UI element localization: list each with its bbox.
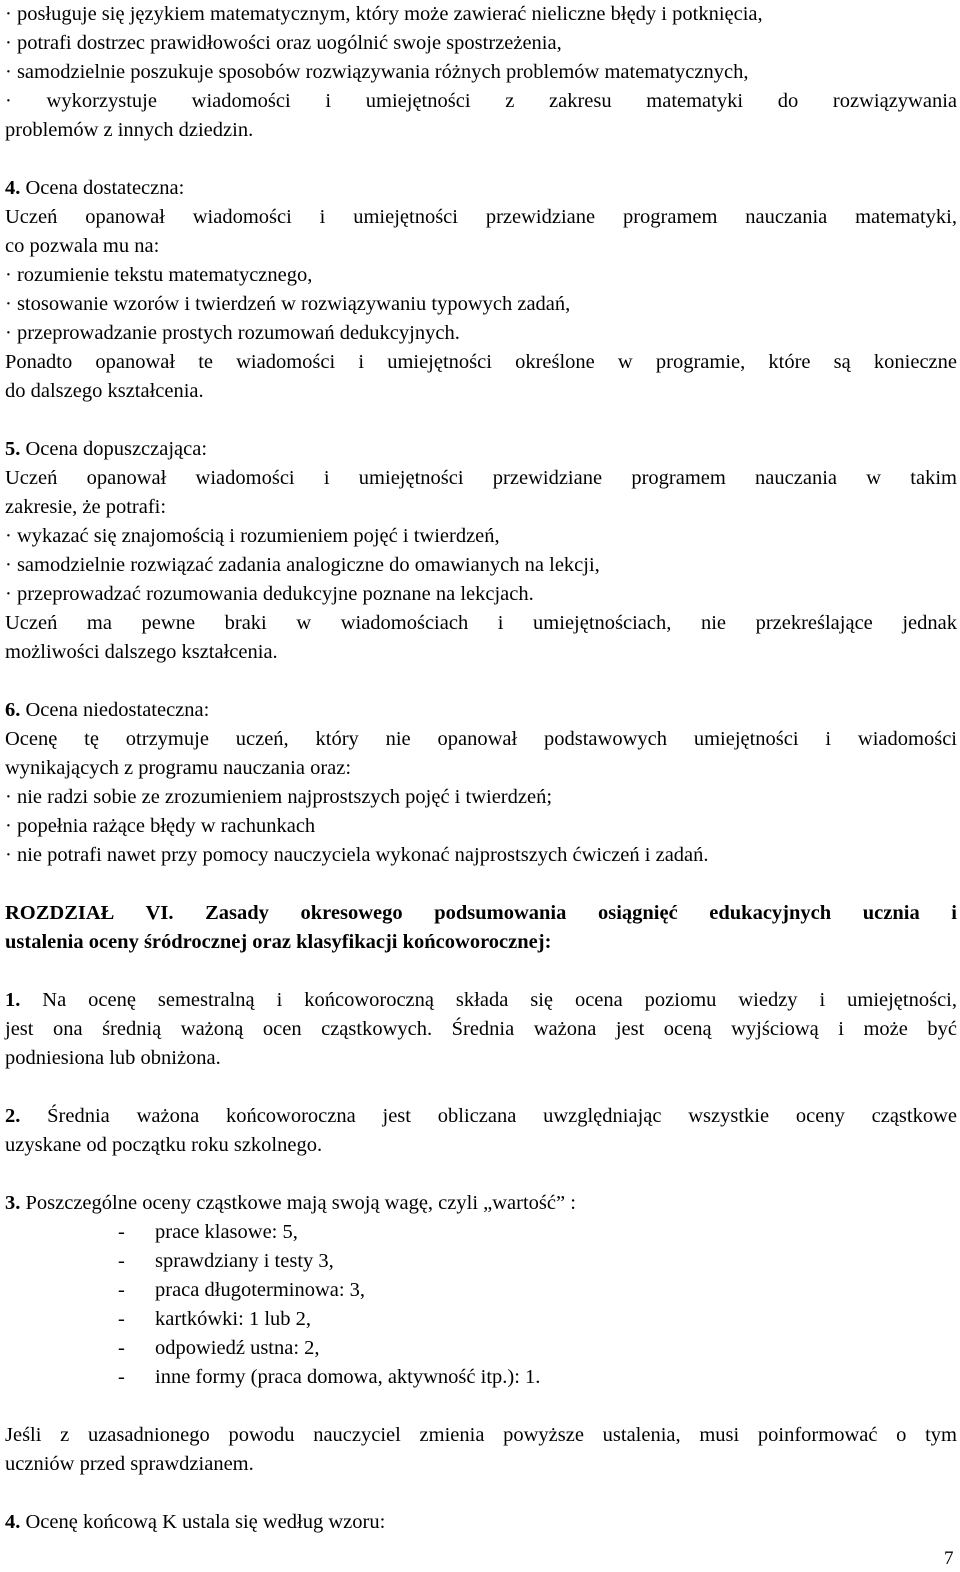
grade4-heading <box>5 174 184 203</box>
intro-bullet-continuation: problemów z innych dziedzin. <box>5 119 254 141</box>
page-number: 7 <box>944 1548 954 1569</box>
grade5-line: · przeprowadzać rozumowania dedukcyjne poznane na lekcjach. <box>5 583 534 605</box>
grade5-heading <box>5 435 207 464</box>
chapter-heading-continuation: ustalenia oceny śródrocznej oraz klasyfikacji końcoworocznej: <box>5 931 552 953</box>
grade4-line: Uczeń opanował wiadomości i umiejętności przewidziane programem nauczania matematyki, <box>5 206 957 228</box>
intro-bullet: · samodzielnie poszukuje sposobów rozwiązywania różnych problemów matematycznych, <box>5 61 749 83</box>
grade5-line: Uczeń ma pewne braki w wiadomościach i umiejętnościach, nie przekreślające jednak <box>5 612 957 634</box>
grade4-line: Ponadto opanował te wiadomości i umiejętności określone w programie, które są konieczne <box>5 351 957 373</box>
note-line: uczniów przed sprawdzianem. <box>5 1453 254 1475</box>
grade5-line: · wykazać się znajomością i rozumieniem pojęć i twierdzeń, <box>5 525 500 547</box>
grade6-number: 6. <box>5 699 21 721</box>
weight-item: - sprawdziany i testy 3, <box>118 1250 334 1272</box>
grade6-line: · nie potrafi nawet przy pomocy nauczyciela wykonać najprostszych ćwiczeń i zadań. <box>5 844 709 866</box>
grade6-heading <box>5 696 209 725</box>
chapter-heading: ROZDZIAŁ VI. Zasady okresowego podsumowania osiągnięć edukacyjnych ucznia i <box>5 902 957 924</box>
point1-line: jest ona średnią ważoną ocen cząstkowych. Średnia ważona jest oceną wyjściową i może być <box>5 1018 957 1040</box>
weight-item: - inne formy (praca domowa, aktywność itp.): 1. <box>118 1366 541 1388</box>
point2-line: uzyskane od początku roku szkolnego. <box>5 1134 323 1156</box>
grade4-line: · przeprowadzanie prostych rozumowań dedukcyjnych. <box>5 322 460 344</box>
grade5-line: zakresie, że potrafi: <box>5 496 167 518</box>
grade6-title: Ocena niedostateczna: <box>20 699 210 721</box>
weight-item: - kartkówki: 1 lub 2, <box>118 1308 312 1330</box>
grade4-number: 4. <box>5 177 21 199</box>
point1-number: 1. <box>5 989 21 1011</box>
grade4-title: Ocena dostateczna: <box>20 177 185 199</box>
point1-line: podniesiona lub obniżona. <box>5 1047 221 1069</box>
intro-bullet: · posługuje się językiem matematycznym, który może zawierać nieliczne błędy i potknięcia, <box>5 3 763 25</box>
grade5-number: 5. <box>5 438 21 460</box>
point3-line: 3. Poszczególne oceny cząstkowe mają swoją wagę, czyli „wartość” : <box>5 1192 576 1214</box>
weight-item: - prace klasowe: 5, <box>118 1221 298 1243</box>
grade5-title: Ocena dopuszczająca: <box>20 438 208 460</box>
point2-number: 2. <box>5 1105 21 1127</box>
grade4-line: · stosowanie wzorów i twierdzeń w rozwiązywaniu typowych zadań, <box>5 293 571 315</box>
point1-line: 1. Na ocenę semestralną i końcoworoczną składa się ocena poziomu wiedzy i umiejętności, <box>5 989 957 1011</box>
grade6-line: Ocenę tę otrzymuje uczeń, który nie opanował podstawowych umiejętności i wiadomości <box>5 728 957 750</box>
grade6-line: wynikających z programu nauczania oraz: <box>5 757 352 779</box>
weight-item: - praca długoterminowa: 3, <box>118 1279 366 1301</box>
grade5-line: możliwości dalszego kształcenia. <box>5 641 278 663</box>
grade6-line: · popełnia rażące błędy w rachunkach <box>5 815 316 837</box>
intro-bullet: · potrafi dostrzec prawidłowości oraz uogólnić swoje spostrzeżenia, <box>5 32 562 54</box>
grade4-line: do dalszego kształcenia. <box>5 380 204 402</box>
point4-number: 4. <box>5 1511 21 1533</box>
weight-item: - odpowiedź ustna: 2, <box>118 1337 320 1359</box>
point2-line: 2. Średnia ważona końcoworoczna jest obliczana uwzględniając wszystkie oceny cząstkowe <box>5 1105 957 1127</box>
grade6-line: · nie radzi sobie ze zrozumieniem najprostszych pojęć i twierdzeń; <box>5 786 553 808</box>
grade5-line: · samodzielnie rozwiązać zadania analogiczne do omawianych na lekcji, <box>5 554 600 576</box>
note-line: Jeśli z uzasadnionego powodu nauczyciel zmienia powyższe ustalenia, musi poinformować o tym <box>5 1424 957 1446</box>
grade4-line: co pozwala mu na: <box>5 235 160 257</box>
intro-bullet: · wykorzystuje wiadomości i umiejętności z zakresu matematyki do rozwiązywania <box>5 90 957 112</box>
grade5-line: Uczeń opanował wiadomości i umiejętności przewidziane programem nauczania w takim <box>5 467 957 489</box>
grade4-line: · rozumienie tekstu matematycznego, <box>5 264 313 286</box>
point4-line: 4. Ocenę końcową K ustala się według wzoru: <box>5 1511 386 1533</box>
point3-number: 3. <box>5 1192 21 1214</box>
